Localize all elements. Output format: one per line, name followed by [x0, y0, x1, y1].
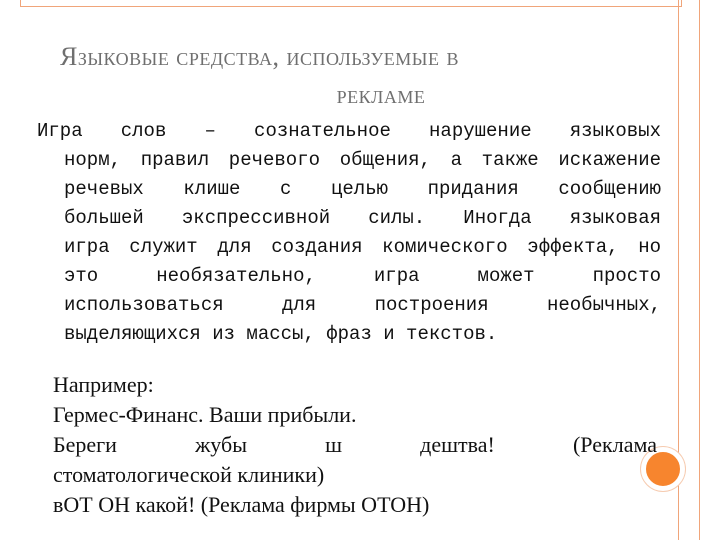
examples-block	[53, 370, 657, 520]
example-2-line-2: стоматологической клиники)	[53, 462, 325, 487]
definition-line-4: большей экспрессивной силы. Иногда языковая	[64, 207, 661, 229]
example-2-line-1: Береги жубы ш дештва! (Реклама	[53, 432, 657, 457]
examples-intro: Например:	[53, 372, 154, 397]
slide-title	[60, 38, 620, 114]
definition-line-7: использоваться для построения необычных,	[64, 294, 661, 316]
definition-line-1-rest: – сознательное нарушение языковых	[166, 120, 661, 142]
example-1: Гермес-Финанс. Ваши прибыли.	[53, 402, 357, 427]
definition-line-2: норм, правил речевого общения, а также искажение	[64, 149, 661, 171]
definition-term: Игра слов	[37, 120, 167, 142]
example-3: вОТ ОН какой! (Реклама фирмы ОТОН)	[53, 492, 430, 517]
definition-line-5: игра служит для создания комического эффекта, но	[64, 236, 661, 258]
definition-paragraph	[37, 117, 661, 349]
definition-line-1	[37, 117, 661, 146]
decorative-frame-top	[20, 0, 682, 7]
title-line-1: Языковые средства, используемые в	[60, 42, 459, 71]
definition-line-8: выделяющихся из массы, фраз и текстов.	[64, 323, 498, 345]
definition-line-3: речевых клише с целью придания сообщению	[64, 178, 661, 200]
title-line-2: рекламе	[336, 80, 426, 109]
definition-line-6: это необязательно, игра может просто	[64, 265, 661, 287]
